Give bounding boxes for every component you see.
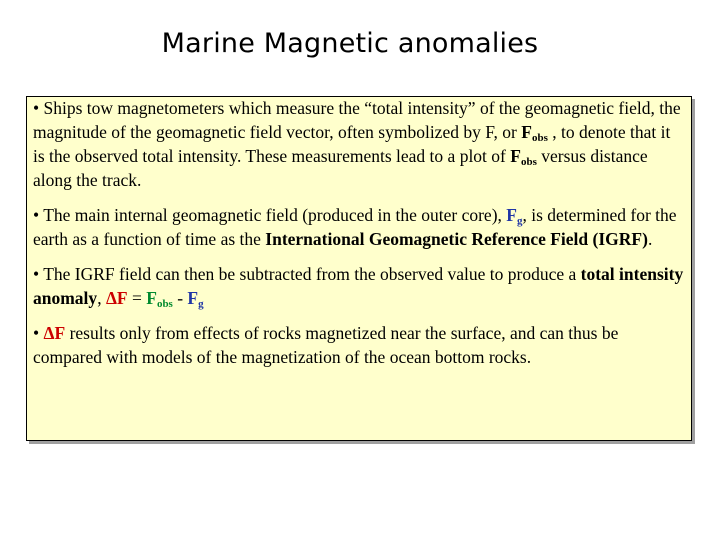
- text-span: The IGRF field can then be subtracted from the observed value to produce a: [43, 264, 581, 284]
- content-box: [26, 96, 692, 441]
- paragraph-observed-intensity: [33, 96, 685, 192]
- text-span: Ships tow magnetometers which measure the “total intensity” of the geomagnetic field, the magnitude of the geomagnetic field vector, often symbolized by F, or: [33, 98, 681, 142]
- fg-symbol: [506, 205, 522, 225]
- minus-sign: -: [172, 288, 188, 308]
- igrf-term: International Geomagnetic Reference Field (IGRF): [265, 229, 648, 249]
- f-obs-subscript: obs: [531, 132, 548, 144]
- f-obs-main: F: [521, 122, 532, 142]
- slide-title: Marine Magnetic anomalies: [161, 28, 539, 59]
- text-span: results only from effects of rocks magnetized near the surface, and can thus be compared with models of the magnetization of the ocean bottom rocks.: [33, 323, 619, 367]
- bullet: •: [33, 98, 40, 118]
- paragraph-anomaly: [33, 262, 685, 310]
- f-obs-subscript: obs: [520, 156, 537, 168]
- bullet: •: [33, 205, 40, 225]
- bullet: •: [33, 264, 40, 284]
- text-span: ,: [97, 288, 106, 308]
- f-obs-subscript: obs: [156, 298, 173, 310]
- text-span: , to denote that it is the observed total intensity. These measurements lead to a plot of: [33, 122, 671, 166]
- f-obs-main: F: [510, 146, 521, 166]
- text-span: .: [647, 229, 653, 249]
- delta-f-symbol: ΔF: [43, 323, 66, 343]
- text-span: versus distance along the track.: [33, 146, 648, 190]
- paragraph-delta-f: [33, 321, 685, 369]
- delta-f-symbol: ΔF: [105, 288, 128, 308]
- f-obs-symbol: [510, 146, 537, 166]
- fg-symbol: [187, 288, 203, 308]
- fg-main: F: [506, 205, 517, 225]
- text-span: The main internal geomagnetic field (produced in the outer core),: [43, 205, 507, 225]
- f-obs-symbol: [146, 288, 173, 308]
- fg-subscript: g: [516, 215, 523, 227]
- fg-subscript: g: [198, 298, 204, 310]
- bullet: •: [33, 323, 40, 343]
- f-obs-main: F: [146, 288, 157, 308]
- text-span: , is determined for the earth as a function of time as the: [33, 205, 677, 249]
- anomaly-term: total intensity anomaly: [33, 264, 684, 308]
- fg-main: F: [187, 288, 199, 308]
- f-obs-symbol: [521, 122, 548, 142]
- paragraph-igrf: [33, 203, 685, 251]
- equals-sign: =: [127, 288, 147, 308]
